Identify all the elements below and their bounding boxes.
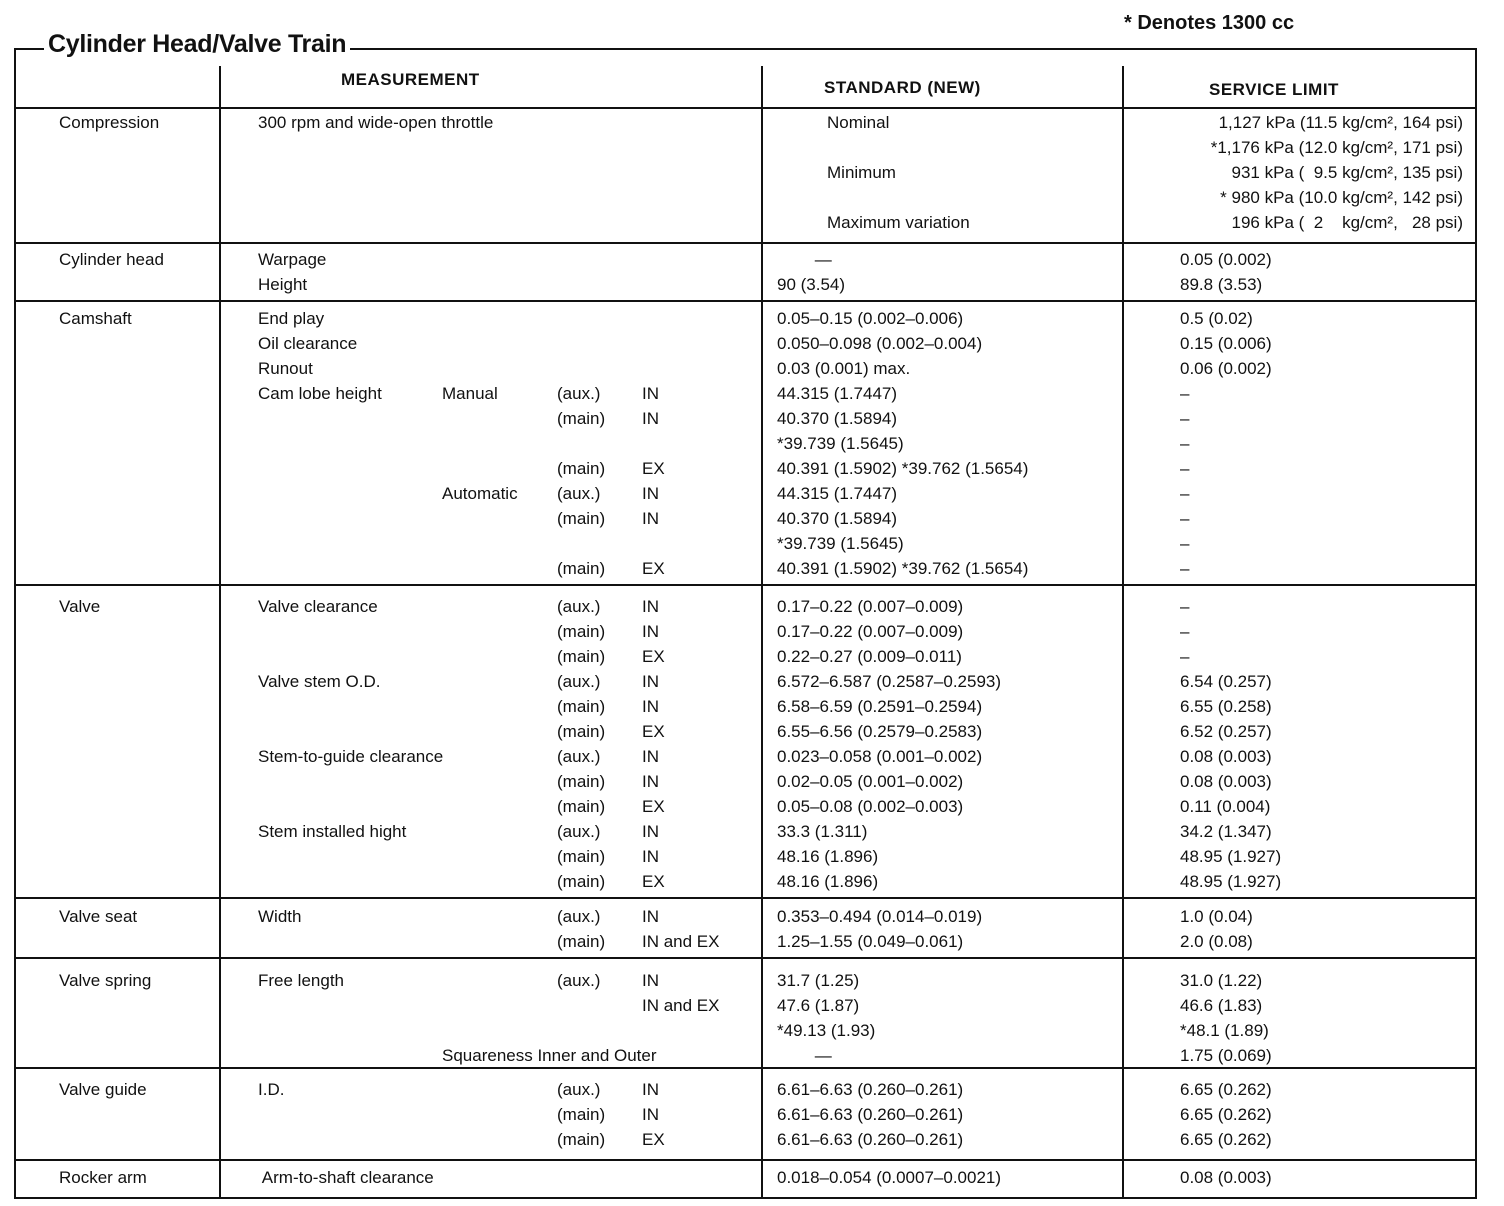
table-row	[16, 904, 1475, 929]
service-limit-cell: –	[1180, 559, 1190, 578]
service-limit-cell: 31.0 (1.22)	[1180, 971, 1263, 990]
service-limit-cell: 1.0 (0.04)	[1180, 907, 1253, 926]
sub-condition-cell: Squareness Inner and Outer	[442, 1046, 657, 1065]
variant-cell: (main)	[557, 622, 606, 641]
port-cell: IN	[642, 484, 659, 503]
table-row	[16, 135, 1475, 160]
standard-value-cell: 40.370 (1.5894)	[777, 409, 898, 428]
standard-value-cell: 44.315 (1.7447)	[777, 384, 898, 403]
table-row	[16, 968, 1475, 993]
variant-cell: (aux.)	[557, 672, 601, 691]
table-row	[16, 160, 1475, 185]
item-label: Compression	[59, 113, 160, 132]
service-limit-cell: 89.8 (3.53)	[1180, 275, 1263, 294]
measurement-cell: Cam lobe height	[258, 384, 382, 403]
column-divider	[219, 66, 221, 107]
standard-value-cell: Nominal	[827, 113, 890, 132]
service-limit-cell: 6.54 (0.257)	[1180, 672, 1272, 691]
table-row	[16, 556, 1475, 581]
standard-value-cell: —	[777, 250, 832, 269]
service-limit-cell: –	[1180, 534, 1190, 553]
measurement-cell: Oil clearance	[258, 334, 358, 353]
port-cell: IN	[642, 971, 659, 990]
standard-value-cell: *49.13 (1.93)	[777, 1021, 876, 1040]
variant-cell: (main)	[557, 697, 606, 716]
measurement-cell: Stem-to-guide clearance	[258, 747, 444, 766]
service-limit-cell: –	[1180, 509, 1190, 528]
table-row	[16, 1043, 1475, 1068]
port-cell: IN	[642, 1105, 659, 1124]
table-row	[16, 272, 1475, 297]
port-cell: IN	[642, 597, 659, 616]
port-cell: IN	[642, 772, 659, 791]
standard-value-cell: 0.17–0.22 (0.007–0.009)	[777, 622, 964, 641]
port-cell: IN	[642, 822, 659, 841]
item-label: Valve guide	[59, 1080, 147, 1099]
table-row	[16, 331, 1475, 356]
item-label: Valve	[59, 597, 101, 616]
port-cell: EX	[642, 559, 665, 578]
variant-cell: (main)	[557, 1105, 606, 1124]
service-limit-cell: –	[1180, 459, 1190, 478]
port-cell: IN	[642, 847, 659, 866]
standard-value-cell: 0.03 (0.001) max.	[777, 359, 911, 378]
service-limit-cell: –	[1180, 622, 1190, 641]
table-row	[16, 1077, 1475, 1102]
service-limit-cell: 48.95 (1.927)	[1180, 847, 1282, 866]
standard-value-cell: 33.3 (1.311)	[777, 822, 868, 841]
section-valve	[16, 586, 1475, 899]
table-row	[16, 844, 1475, 869]
table-row	[16, 210, 1475, 235]
standard-value-cell: 40.391 (1.5902) *39.762 (1.5654)	[777, 559, 1029, 578]
standard-value-cell: *39.739 (1.5645)	[777, 434, 904, 453]
measurement-cell: Free length	[258, 971, 344, 990]
table-row	[16, 531, 1475, 556]
section-valve-seat	[16, 899, 1475, 959]
table-row	[16, 719, 1475, 744]
standard-value-cell: 6.572–6.587 (0.2587–0.2593)	[777, 672, 1002, 691]
table-row	[16, 381, 1475, 406]
spec-table	[14, 48, 1477, 1199]
port-cell: IN	[642, 1080, 659, 1099]
standard-value-cell: 6.61–6.63 (0.260–0.261)	[777, 1080, 964, 1099]
measurement-cell: Valve stem O.D.	[258, 672, 381, 691]
service-limit-cell: 6.52 (0.257)	[1180, 722, 1272, 741]
item-label: Cylinder head	[59, 250, 164, 269]
table-row	[16, 819, 1475, 844]
measurement-cell: Runout	[258, 359, 313, 378]
port-cell: IN and EX	[642, 932, 720, 951]
table-row	[16, 794, 1475, 819]
table-row	[16, 694, 1475, 719]
header-service-limit: SERVICE LIMIT	[1209, 80, 1339, 99]
measurement-cell: Height	[258, 275, 308, 294]
port-cell: EX	[642, 647, 665, 666]
footnote-1300cc: * Denotes 1300 cc	[1124, 12, 1295, 34]
standard-value-cell: 0.22–0.27 (0.009–0.011)	[777, 647, 962, 666]
item-label: Valve seat	[59, 907, 138, 926]
table-row	[16, 506, 1475, 531]
port-cell: EX	[642, 797, 665, 816]
sub-condition-cell: Automatic	[442, 484, 518, 503]
standard-value-cell: Minimum	[827, 163, 896, 182]
variant-cell: (main)	[557, 409, 606, 428]
service-limit-cell: 0.05 (0.002)	[1180, 250, 1272, 269]
measurement-cell: Warpage	[258, 250, 327, 269]
table-row	[16, 929, 1475, 954]
measurement-cell: Stem installed hight	[258, 822, 407, 841]
standard-value-cell: 0.018–0.054 (0.0007–0.0021)	[777, 1168, 1002, 1187]
service-limit-cell: –	[1180, 434, 1190, 453]
standard-value-cell: 48.16 (1.896)	[777, 872, 879, 891]
table-row	[16, 306, 1475, 331]
measurement-cell: Valve clearance	[258, 597, 378, 616]
variant-cell: (main)	[557, 847, 606, 866]
table-row	[16, 356, 1475, 381]
service-limit-cell: 0.11 (0.004)	[1180, 797, 1271, 816]
item-label: Rocker arm	[59, 1168, 147, 1187]
service-limit-cell: –	[1180, 597, 1190, 616]
standard-value-cell: 6.58–6.59 (0.2591–0.2594)	[777, 697, 983, 716]
port-cell: EX	[642, 872, 665, 891]
service-limit-cell: –	[1180, 484, 1190, 503]
table-row	[16, 619, 1475, 644]
measurement-cell: End play	[258, 309, 325, 328]
standard-value-cell: 47.6 (1.87)	[777, 996, 860, 1015]
service-limit-cell: 1.75 (0.069)	[1180, 1046, 1272, 1065]
table-row	[16, 594, 1475, 619]
measurement-cell: Width	[258, 907, 302, 926]
column-divider	[1122, 66, 1124, 107]
standard-value-cell: 90 (3.54)	[777, 275, 846, 294]
variant-cell: (aux.)	[557, 747, 601, 766]
sub-condition-cell: Manual	[442, 384, 498, 403]
port-cell: IN	[642, 697, 659, 716]
port-cell: IN	[642, 672, 659, 691]
table-row	[16, 185, 1475, 210]
variant-cell: (main)	[557, 1130, 606, 1149]
service-limit-cell: –	[1180, 647, 1190, 666]
measurement-cell: Arm-to-shaft clearance	[258, 1168, 434, 1187]
table-row	[16, 744, 1475, 769]
variant-cell: (aux.)	[557, 907, 601, 926]
variant-cell: (aux.)	[557, 971, 601, 990]
measurement-cell: 300 rpm and wide-open throttle	[258, 113, 494, 132]
service-limit-cell: –	[1180, 409, 1190, 428]
service-limit-cell: 2.0 (0.08)	[1180, 932, 1253, 951]
section-valve-guide	[16, 1069, 1475, 1161]
table-row	[16, 644, 1475, 669]
column-divider	[761, 66, 763, 107]
table-row	[16, 993, 1475, 1018]
item-label: Camshaft	[59, 309, 132, 328]
port-cell: IN	[642, 622, 659, 641]
header-standard: STANDARD (NEW)	[824, 78, 981, 97]
standard-value-cell: 6.61–6.63 (0.260–0.261)	[777, 1105, 964, 1124]
variant-cell: (aux.)	[557, 484, 601, 503]
standard-value-cell: *39.739 (1.5645)	[777, 534, 904, 553]
service-limit-cell: –	[1180, 384, 1190, 403]
standard-value-cell: 0.023–0.058 (0.001–0.002)	[777, 747, 983, 766]
table-row	[16, 769, 1475, 794]
table-row	[16, 1018, 1475, 1043]
item-label: Valve spring	[59, 971, 152, 990]
port-cell: IN	[642, 747, 659, 766]
section-camshaft	[16, 302, 1475, 586]
standard-value-cell: 6.61–6.63 (0.260–0.261)	[777, 1130, 964, 1149]
standard-value-cell: 1.25–1.55 (0.049–0.061)	[777, 932, 964, 951]
table-row	[16, 247, 1475, 272]
service-limit-cell: *1,176 kPa (12.0 kg/cm², 171 psi)	[1210, 138, 1463, 157]
section-compression	[16, 109, 1475, 244]
service-limit-cell: 196 kPa ( 2 kg/cm², 28 psi)	[1231, 213, 1463, 232]
standard-value-cell: 0.353–0.494 (0.014–0.019)	[777, 907, 983, 926]
port-cell: EX	[642, 459, 665, 478]
table-row	[16, 1165, 1475, 1190]
standard-value-cell: 0.02–0.05 (0.001–0.002)	[777, 772, 964, 791]
variant-cell: (aux.)	[557, 1080, 601, 1099]
port-cell: IN and EX	[642, 996, 720, 1015]
table-row	[16, 431, 1475, 456]
service-limit-cell: 6.65 (0.262)	[1180, 1130, 1272, 1149]
service-limit-cell: 0.06 (0.002)	[1180, 359, 1272, 378]
section-valve-spring	[16, 959, 1475, 1069]
port-cell: IN	[642, 384, 659, 403]
service-limit-cell: 6.65 (0.262)	[1180, 1105, 1272, 1124]
standard-value-cell: 0.17–0.22 (0.007–0.009)	[777, 597, 964, 616]
table-row	[16, 481, 1475, 506]
service-limit-cell: 0.08 (0.003)	[1180, 747, 1272, 766]
section-rocker-arm	[16, 1161, 1475, 1197]
standard-value-cell: 40.391 (1.5902) *39.762 (1.5654)	[777, 459, 1029, 478]
service-limit-cell: 0.08 (0.003)	[1180, 772, 1272, 791]
table-row	[16, 1127, 1475, 1152]
standard-value-cell: 0.05–0.15 (0.002–0.006)	[777, 309, 964, 328]
measurement-cell: I.D.	[258, 1080, 285, 1099]
standard-value-cell: Maximum variation	[827, 213, 970, 232]
variant-cell: (aux.)	[557, 597, 601, 616]
port-cell: IN	[642, 907, 659, 926]
table-row	[16, 406, 1475, 431]
table-row	[16, 110, 1475, 135]
service-limit-cell: 931 kPa ( 9.5 kg/cm², 135 psi)	[1231, 163, 1463, 182]
service-limit-cell: 6.55 (0.258)	[1180, 697, 1272, 716]
service-limit-cell: 0.08 (0.003)	[1180, 1168, 1272, 1187]
port-cell: EX	[642, 722, 665, 741]
standard-value-cell: 44.315 (1.7447)	[777, 484, 898, 503]
table-row	[16, 456, 1475, 481]
variant-cell: (main)	[557, 459, 606, 478]
table-row	[16, 1102, 1475, 1127]
service-limit-cell: 1,127 kPa (11.5 kg/cm², 164 psi)	[1218, 113, 1463, 132]
variant-cell: (main)	[557, 772, 606, 791]
standard-value-cell: 31.7 (1.25)	[777, 971, 860, 990]
section-cylinder-head	[16, 244, 1475, 302]
service-limit-cell: 0.15 (0.006)	[1180, 334, 1272, 353]
variant-cell: (main)	[557, 559, 606, 578]
variant-cell: (main)	[557, 509, 606, 528]
variant-cell: (main)	[557, 797, 606, 816]
service-limit-cell: 0.5 (0.02)	[1180, 309, 1253, 328]
standard-value-cell: —	[777, 1046, 832, 1065]
table-body	[16, 109, 1475, 1197]
variant-cell: (main)	[557, 647, 606, 666]
variant-cell: (main)	[557, 722, 606, 741]
service-limit-cell: 34.2 (1.347)	[1180, 822, 1272, 841]
variant-cell: (main)	[557, 872, 606, 891]
port-cell: IN	[642, 509, 659, 528]
port-cell: EX	[642, 1130, 665, 1149]
variant-cell: (aux.)	[557, 384, 601, 403]
standard-value-cell: 0.050–0.098 (0.002–0.004)	[777, 334, 983, 353]
service-limit-cell: * 980 kPa (10.0 kg/cm², 142 psi)	[1220, 188, 1463, 207]
standard-value-cell: 0.05–0.08 (0.002–0.003)	[777, 797, 964, 816]
standard-value-cell: 48.16 (1.896)	[777, 847, 879, 866]
table-row	[16, 669, 1475, 694]
service-limit-cell: 46.6 (1.83)	[1180, 996, 1263, 1015]
table-row	[16, 869, 1475, 894]
header-measurement: MEASUREMENT	[341, 70, 480, 89]
port-cell: IN	[642, 409, 659, 428]
service-limit-cell: 48.95 (1.927)	[1180, 872, 1282, 891]
service-limit-cell: 6.65 (0.262)	[1180, 1080, 1272, 1099]
standard-value-cell: 40.370 (1.5894)	[777, 509, 898, 528]
page-title: Cylinder Head/Valve Train	[44, 30, 350, 59]
service-limit-cell: *48.1 (1.89)	[1180, 1021, 1269, 1040]
variant-cell: (main)	[557, 932, 606, 951]
variant-cell: (aux.)	[557, 822, 601, 841]
standard-value-cell: 6.55–6.56 (0.2579–0.2583)	[777, 722, 983, 741]
